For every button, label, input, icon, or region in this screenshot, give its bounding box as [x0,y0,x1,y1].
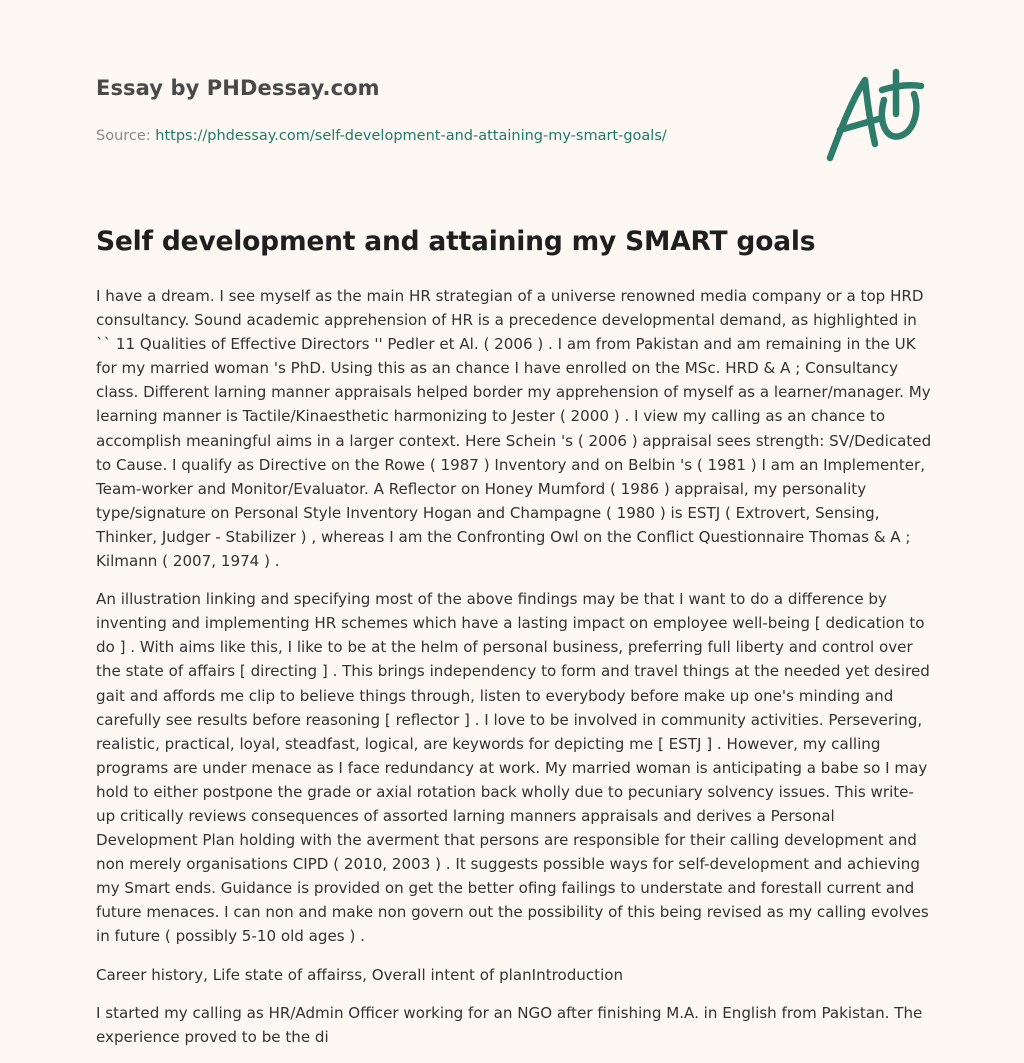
source-line [96,128,796,144]
section-heading: Career history, Life state of affairss, Overall intent of planIntroduction [96,965,624,984]
essay-title: Self development and attaining my SMART goals [96,226,816,257]
site-header [96,76,796,144]
a-plus-logo [820,66,930,166]
source-link[interactable]: https://phdessay.com/self-development-and-attaining-my-smart-goals/ [155,128,667,144]
essay-body [96,284,932,1063]
paragraph-1: I have a dream. I see myself as the main HR strategian of a universe renowned media company or a top HRD consultancy. Sound academic apprehension of HR is a precedence developmental demand, as highlighted in `` 11 Qualities of Effective Directors '' Pedler et Al. ( 2006 ) . I am from Pakistan and am remaining in the UK for my married woman 's PhD. Using this as an chance I have enrolled on the MSc. HRD & A ; Consultancy class. Different larning manner appraisals helped border my apprehension of myself as a learner/manager. My learning manner is Tactile/Kinaesthetic harmonizing to Jester ( 2000 ) . I view my calling as an chance to accomplish meaningful aims in a larger context. Here Schein 's ( 2006 ) appraisal sees strength: SV/Dedicated to Cause. I qualify as Directive on the Rowe ( 1987 ) Inventory and on Belbin 's ( 1981 ) I am an Implementer, Team-worker and Monitor/Evaluator. A Reflector on Honey Mumford ( 1986 ) appraisal, my personality type/signature on Personal Style Inventory Hogan and Champagne ( 1980 ) is ESTJ ( Extrovert, Sensing, Thinker, Judger - Stabilizer ) , whereas I am the Confronting Owl on the Conflict Questionnaire Thomas & A ; Kilmann ( 2007, 1974 ) . [96,287,932,571]
paragraph-2: An illustration linking and specifying most of the above findings may be that I want to do a difference by inventing and implementing HR schemes which have a lasting impact on employee well-being [ dedication to do ] . With aims like this, I like to be at the helm of personal business, preferring full liberty and control over the state of affairs [ directing ] . This brings independency to form and travel things at the needed yet desired gait and affords me clip to believe things through, listen to everybody before make up one's minding and carefully see results before reasoning [ reflector ] . I love to be involved in community activities. Persevering, realistic, practical, loyal, steadfast, logical, are keywords for depicting me [ ESTJ ] . However, my calling programs are under menace as I face redundancy at work. My married woman is anticipating a babe so I may hold to either postpone the grade or axial rotation back wholly due to pecuniary solvency issues. This write-up critically reviews consequences of assorted larning manners appraisals and derives a Personal Development Plan holding with the averment that persons are responsible for their calling development and non merely organisations CIPD ( 2010, 2003 ) . It suggests possible ways for self-development and achieving my Smart ends. Guidance is provided on get the better ofing failings to understate and forestall current and future menaces. I can non and make non govern out the possibility of this being revised as my calling evolves in future ( possibly 5-10 old ages ) . [96,590,930,946]
source-label: Source: [96,128,156,144]
brand-title: Essay by PHDessay.com [96,76,380,100]
paragraph-3: I started my calling as HR/Admin Officer working for an NGO after finishing M.A. in English from Pakistan. The experience proved to be the di [96,1003,923,1046]
